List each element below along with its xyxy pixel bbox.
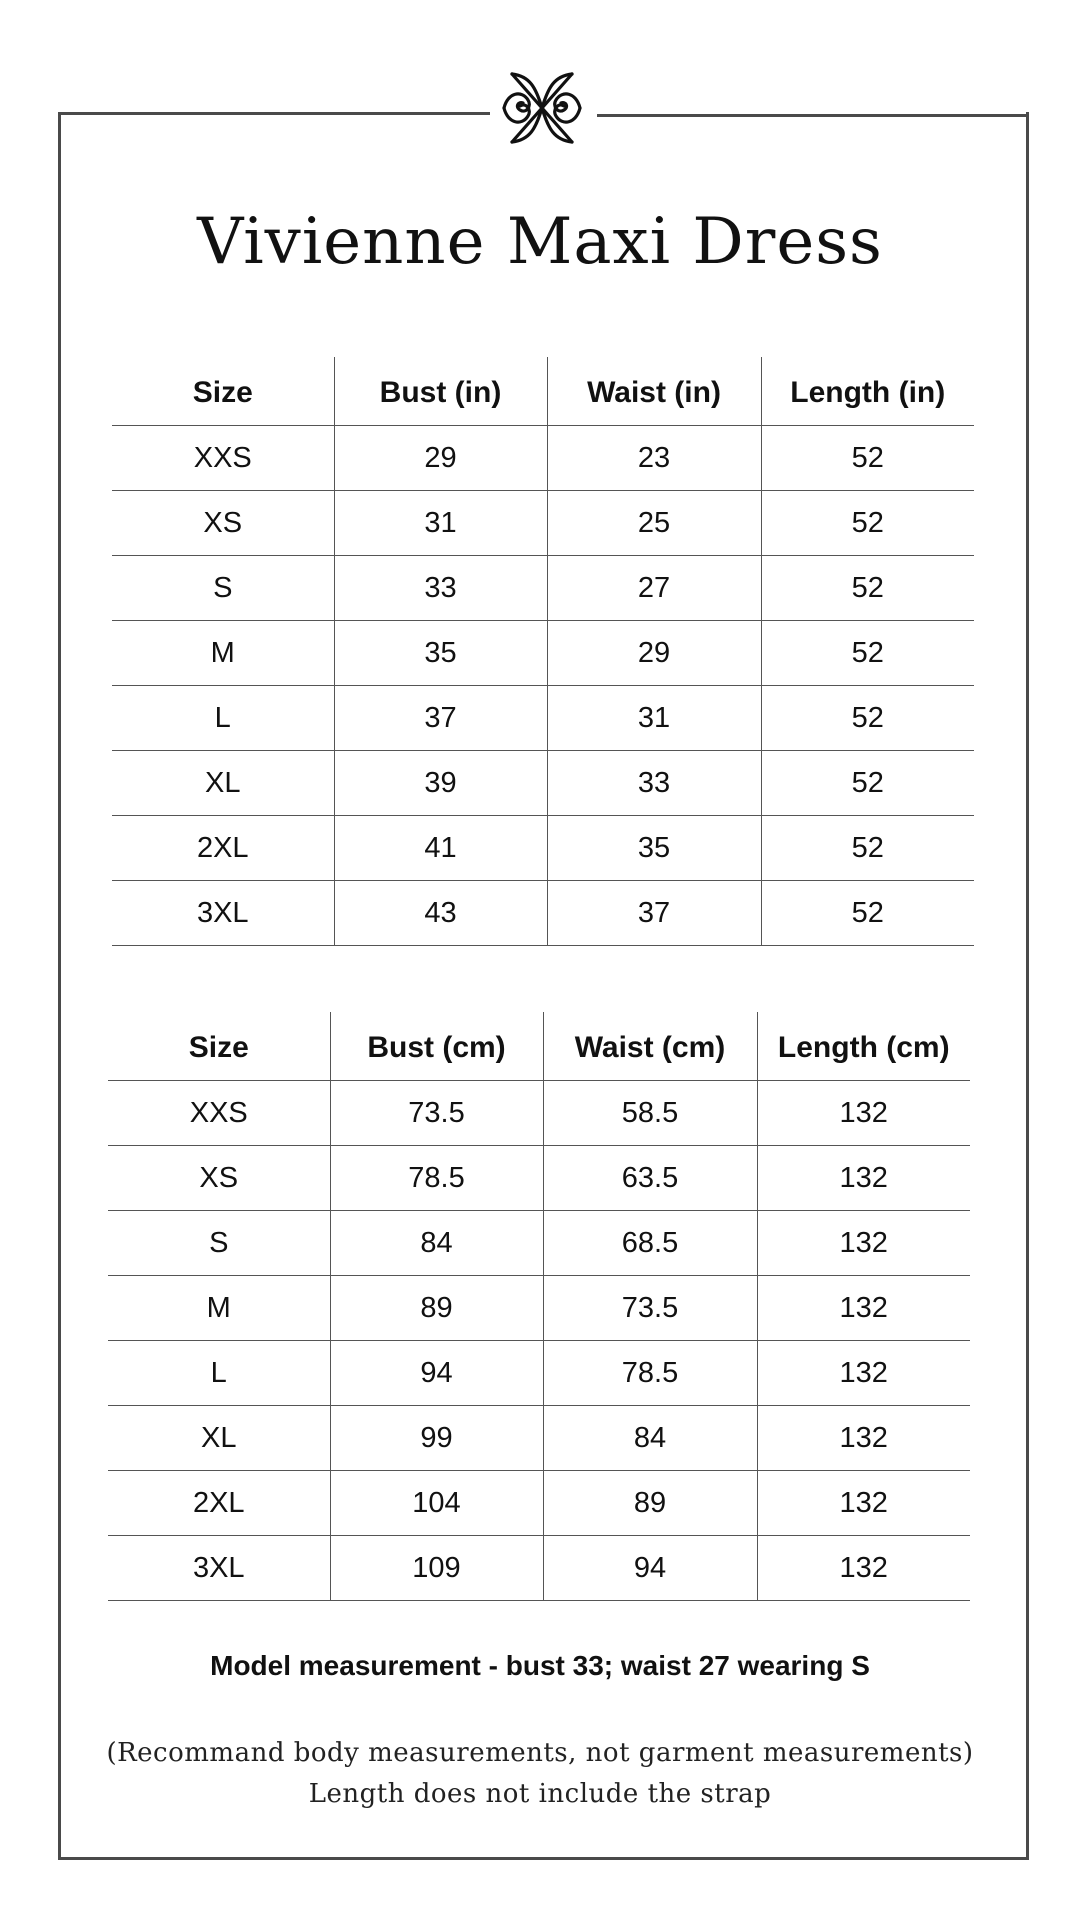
cell-size: XL [108, 1406, 330, 1471]
cell-waist: 73.5 [543, 1276, 757, 1341]
frame-left-border [58, 112, 61, 1859]
cell-size: XL [112, 751, 334, 816]
column-header-waist: Waist (cm) [543, 1012, 757, 1081]
cell-length: 132 [757, 1341, 970, 1406]
cell-waist: 23 [547, 426, 761, 491]
cell-bust: 84 [330, 1211, 543, 1276]
cell-waist: 94 [543, 1536, 757, 1601]
cell-bust: 99 [330, 1406, 543, 1471]
size-table-inches [112, 357, 974, 946]
cell-waist: 33 [547, 751, 761, 816]
frame-right-border [1026, 112, 1029, 1859]
table-row [108, 1276, 970, 1341]
cell-length: 132 [757, 1276, 970, 1341]
footnote-body-measurements: (Recommand body measurements, not garment measurements) [106, 1738, 974, 1768]
cell-bust: 29 [334, 426, 547, 491]
cell-length: 132 [757, 1211, 970, 1276]
cell-bust: 33 [334, 556, 547, 621]
cell-size: S [112, 556, 334, 621]
column-header-length: Length (in) [761, 357, 974, 426]
table-row [112, 621, 974, 686]
cell-bust: 41 [334, 816, 547, 881]
cell-length: 132 [757, 1406, 970, 1471]
cell-bust: 39 [334, 751, 547, 816]
column-header-size: Size [112, 357, 334, 426]
model-measurement-note: Model measurement - bust 33; waist 27 wearing S [210, 1650, 870, 1681]
cell-bust: 31 [334, 491, 547, 556]
table-row [108, 1536, 970, 1601]
cell-size: M [108, 1276, 330, 1341]
cell-length: 52 [761, 426, 974, 491]
table-row [108, 1211, 970, 1276]
size-table-centimeters [108, 1012, 970, 1601]
table-row [108, 1146, 970, 1211]
table-row [112, 751, 974, 816]
frame-top-right-border [597, 114, 1029, 117]
cell-size: 3XL [108, 1536, 330, 1601]
cell-waist: 63.5 [543, 1146, 757, 1211]
table-row [112, 426, 974, 491]
cell-waist: 68.5 [543, 1211, 757, 1276]
cell-length: 52 [761, 686, 974, 751]
cell-length: 132 [757, 1146, 970, 1211]
cell-bust: 73.5 [330, 1081, 543, 1146]
cell-length: 132 [757, 1536, 970, 1601]
cell-waist: 27 [547, 556, 761, 621]
column-header-bust: Bust (cm) [330, 1012, 543, 1081]
table-row [112, 816, 974, 881]
cell-waist: 58.5 [543, 1081, 757, 1146]
cell-bust: 78.5 [330, 1146, 543, 1211]
cell-size: 2XL [112, 816, 334, 881]
cell-waist: 25 [547, 491, 761, 556]
table-row [112, 686, 974, 751]
table-header-row [112, 357, 974, 426]
cell-size: XXS [112, 426, 334, 491]
cell-waist: 84 [543, 1406, 757, 1471]
cell-length: 52 [761, 491, 974, 556]
frame-bottom-border [58, 1857, 1029, 1860]
cell-length: 52 [761, 881, 974, 946]
table-row [112, 491, 974, 556]
cell-size: M [112, 621, 334, 686]
cell-waist: 89 [543, 1471, 757, 1536]
table-row [108, 1406, 970, 1471]
cell-size: L [112, 686, 334, 751]
cell-size: XS [108, 1146, 330, 1211]
page-title: Vivienne Maxi Dress [197, 205, 883, 279]
cell-length: 132 [757, 1081, 970, 1146]
cell-waist: 78.5 [543, 1341, 757, 1406]
cell-size: S [108, 1211, 330, 1276]
table-row [108, 1471, 970, 1536]
table-header-row [108, 1012, 970, 1081]
footnote-length-strap: Length does not include the strap [308, 1779, 772, 1809]
cell-bust: 89 [330, 1276, 543, 1341]
cell-bust: 43 [334, 881, 547, 946]
table-row [112, 556, 974, 621]
cell-size: 3XL [112, 881, 334, 946]
cell-size: XS [112, 491, 334, 556]
cell-bust: 109 [330, 1536, 543, 1601]
cell-length: 52 [761, 556, 974, 621]
table-row [112, 881, 974, 946]
cell-size: XXS [108, 1081, 330, 1146]
column-header-length: Length (cm) [757, 1012, 970, 1081]
cell-bust: 37 [334, 686, 547, 751]
cell-size: L [108, 1341, 330, 1406]
column-header-waist: Waist (in) [547, 357, 761, 426]
cell-size: 2XL [108, 1471, 330, 1536]
column-header-size: Size [108, 1012, 330, 1081]
cell-length: 52 [761, 751, 974, 816]
cell-waist: 35 [547, 816, 761, 881]
cell-bust: 35 [334, 621, 547, 686]
table-row [108, 1341, 970, 1406]
table-row [108, 1081, 970, 1146]
column-header-bust: Bust (in) [334, 357, 547, 426]
cell-waist: 37 [547, 881, 761, 946]
decorative-butterfly-knot-icon [500, 70, 584, 146]
cell-bust: 94 [330, 1341, 543, 1406]
cell-bust: 104 [330, 1471, 543, 1536]
cell-waist: 29 [547, 621, 761, 686]
cell-length: 52 [761, 816, 974, 881]
cell-length: 132 [757, 1471, 970, 1536]
cell-waist: 31 [547, 686, 761, 751]
cell-length: 52 [761, 621, 974, 686]
frame-top-left-border [58, 112, 490, 115]
